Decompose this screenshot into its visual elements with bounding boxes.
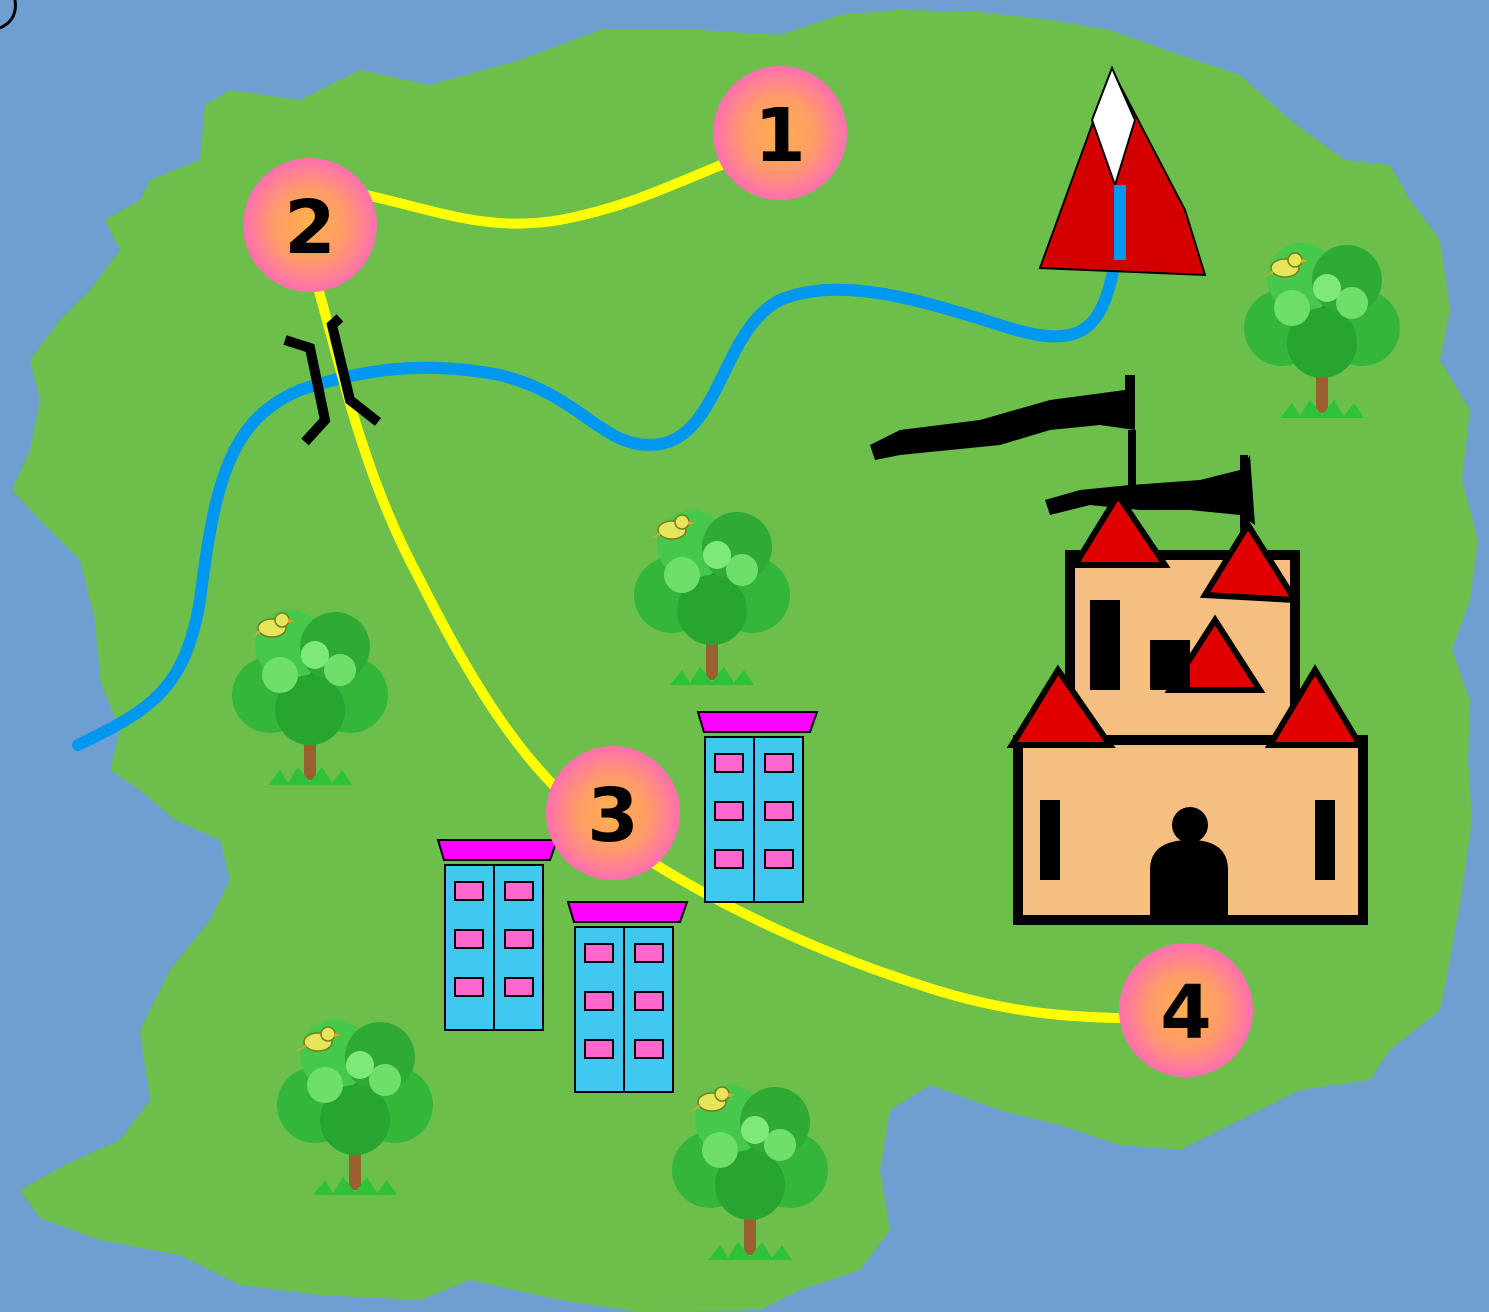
- marker-3[interactable]: [546, 746, 680, 880]
- marker-2[interactable]: [243, 158, 377, 292]
- marker-label: 1: [754, 93, 806, 179]
- marker-label: 2: [284, 185, 336, 271]
- building-icon: [438, 840, 557, 1030]
- marker-label: 4: [1160, 970, 1212, 1056]
- marker-4[interactable]: [1119, 943, 1253, 1077]
- building-icon: [698, 712, 817, 902]
- marker-1[interactable]: [713, 66, 847, 200]
- marker-label: 3: [587, 773, 639, 859]
- building-icon: [568, 902, 687, 1092]
